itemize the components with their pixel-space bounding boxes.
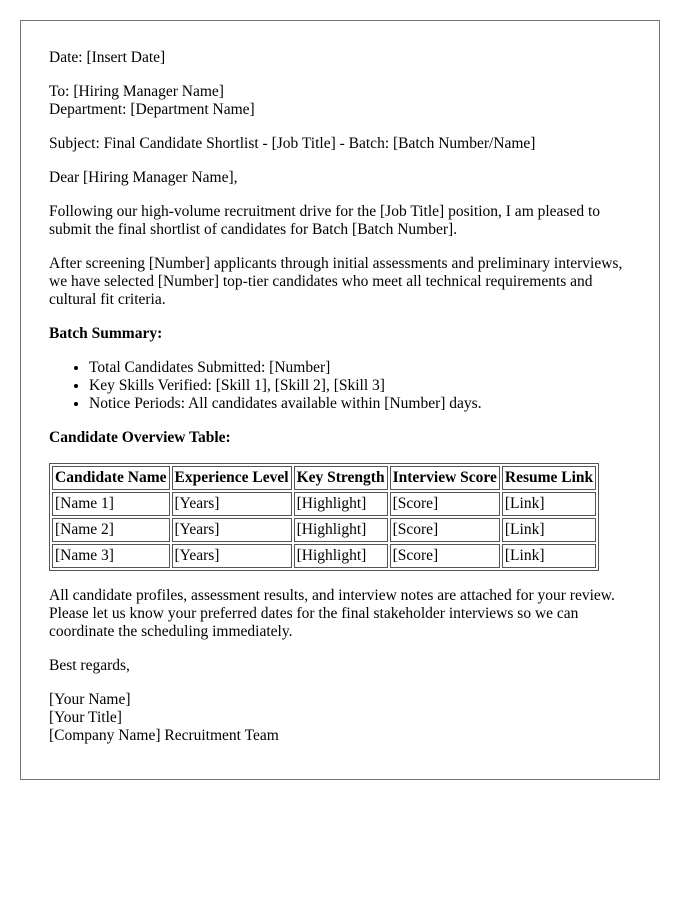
batch-summary-list <box>49 359 631 413</box>
letter-container <box>20 20 660 780</box>
list-item: • Notice Periods: All candidates available within [Number] days. <box>89 395 631 413</box>
signature-team: [Company Name] Recruitment Team <box>49 727 279 744</box>
closing: Best regards, <box>49 657 130 674</box>
salutation: Dear [Hiring Manager Name], <box>49 169 238 186</box>
table-row <box>52 492 596 516</box>
table-cell: [Score] <box>390 492 500 516</box>
table-cell: [Years] <box>172 518 292 542</box>
signature-name: [Your Name] <box>49 691 131 708</box>
table-cell: [Name 2] <box>52 518 170 542</box>
table-row <box>52 544 596 568</box>
table-row <box>52 518 596 542</box>
table-cell: [Years] <box>172 544 292 568</box>
table-cell: [Years] <box>172 492 292 516</box>
column-header: Experience Level <box>172 466 292 490</box>
signature-block <box>49 691 631 745</box>
table-cell: [Link] <box>502 518 596 542</box>
batch-summary-heading: Batch Summary: <box>49 325 163 342</box>
department-line: Department: [Department Name] <box>49 101 255 118</box>
subject-line: Subject: Final Candidate Shortlist - [Job Title] - Batch: [Batch Number/Name] <box>49 135 536 152</box>
list-item: • Total Candidates Submitted: [Number] <box>89 359 631 377</box>
column-header: Interview Score <box>390 466 500 490</box>
intro-paragraph: Following our high-volume recruitment drive for the [Job Title] position, I am pleased to submit the final shortlist of candidates for Batch [Batch Number]. <box>49 203 601 238</box>
table-cell: [Name 3] <box>52 544 170 568</box>
table-cell: [Name 1] <box>52 492 170 516</box>
candidate-overview-table <box>49 463 599 571</box>
screening-paragraph: After screening [Number] applicants through initial assessments and preliminary interviews, we have selected [Number] top-tier candidates who meet all technical requirements and cultural fit criteria. <box>49 255 623 308</box>
column-header: Resume Link <box>502 466 596 490</box>
table-cell: [Score] <box>390 544 500 568</box>
signature-title: [Your Title] <box>49 709 122 726</box>
candidate-table-heading: Candidate Overview Table: <box>49 429 231 446</box>
table-cell: [Highlight] <box>294 518 388 542</box>
date-line: Date: [Insert Date] <box>49 49 166 66</box>
attachments-paragraph: All candidate profiles, assessment results, and interview notes are attached for your review. Please let us know your preferred dates for the final stakeholder interviews so we can coordinate the scheduling immediately. <box>49 587 615 640</box>
table-cell: [Link] <box>502 544 596 568</box>
table-cell: [Score] <box>390 518 500 542</box>
table-header-row <box>52 466 596 490</box>
to-line: To: [Hiring Manager Name] <box>49 83 224 100</box>
list-item: • Key Skills Verified: [Skill 1], [Skill 2], [Skill 3] <box>89 377 631 395</box>
table-cell: [Highlight] <box>294 544 388 568</box>
table-cell: [Highlight] <box>294 492 388 516</box>
column-header: Key Strength <box>294 466 388 490</box>
table-cell: [Link] <box>502 492 596 516</box>
column-header: Candidate Name <box>52 466 170 490</box>
recipient-block <box>49 83 631 119</box>
